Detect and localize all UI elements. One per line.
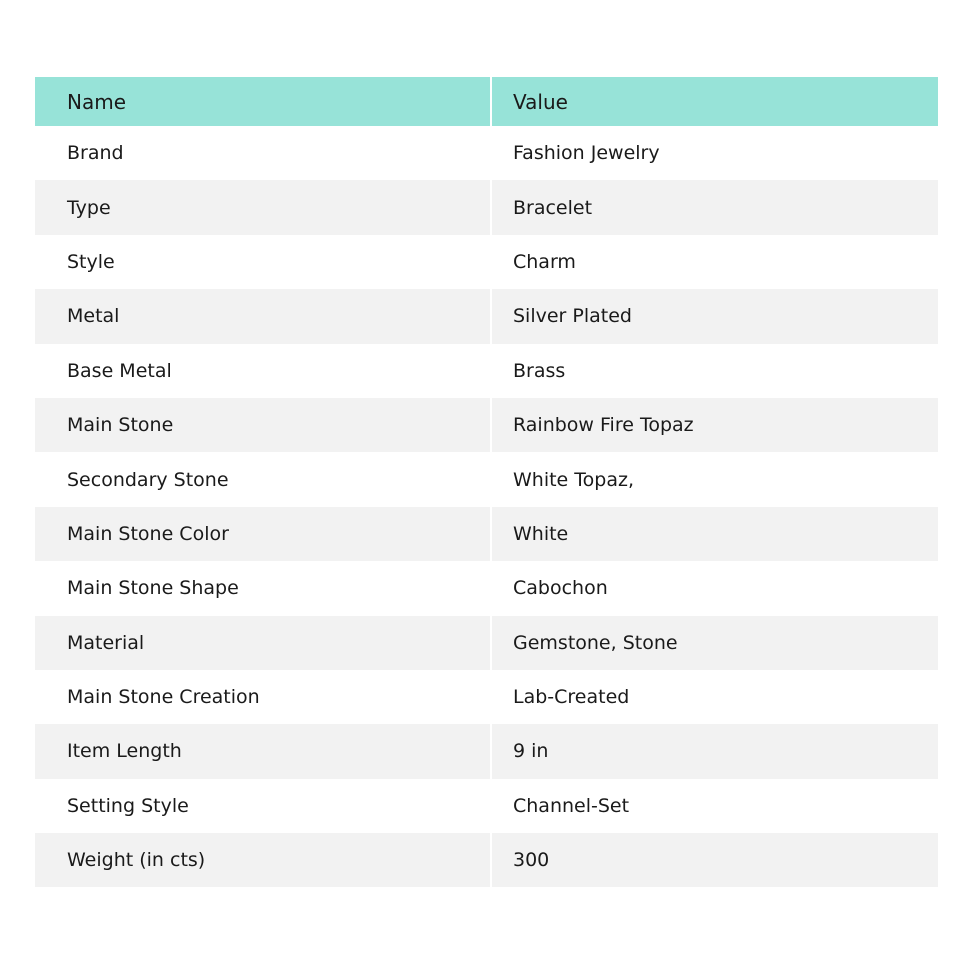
- row-name-cell: Brand: [67, 142, 124, 165]
- table-row: [35, 289, 938, 343]
- spec-table: [35, 77, 938, 887]
- table-row: [35, 235, 938, 289]
- row-name-cell: Main Stone Color: [67, 522, 229, 545]
- row-name-cell: Main Stone Shape: [67, 577, 239, 600]
- row-name-cell: Material: [67, 631, 145, 654]
- table-row: [35, 833, 938, 887]
- row-value-cell: 9 in: [490, 724, 938, 778]
- header-name: Name: [67, 89, 127, 114]
- row-value-cell: 300: [490, 833, 938, 887]
- table-row: [35, 126, 938, 180]
- table-row: [35, 561, 938, 615]
- table-row: [35, 616, 938, 670]
- row-value-cell: Cabochon: [490, 561, 938, 615]
- table-row: [35, 452, 938, 506]
- row-name-cell: Metal: [67, 305, 120, 328]
- table-row: [35, 344, 938, 398]
- table-row: [35, 507, 938, 561]
- table-header-row: [35, 77, 938, 126]
- row-value-cell: Gemstone, Stone: [490, 616, 938, 670]
- row-name-cell: Item Length: [67, 740, 182, 763]
- row-value-cell: Channel-Set: [490, 779, 938, 833]
- table-row: [35, 180, 938, 234]
- row-name-cell: Secondary Stone: [67, 468, 229, 491]
- row-name-cell: Main Stone Creation: [67, 686, 260, 709]
- row-name-cell: Type: [67, 196, 111, 219]
- row-value-cell: White: [490, 507, 938, 561]
- table-row: [35, 779, 938, 833]
- row-value-cell: White Topaz,: [490, 452, 938, 506]
- row-value-cell: Brass: [490, 344, 938, 398]
- row-value-cell: Fashion Jewelry: [490, 126, 938, 180]
- row-value-cell: Charm: [490, 235, 938, 289]
- row-value-cell: Silver Plated: [490, 289, 938, 343]
- row-name-cell: Base Metal: [67, 359, 172, 382]
- table-row: [35, 398, 938, 452]
- row-name-cell: Setting Style: [67, 794, 189, 817]
- row-name-cell: Main Stone: [67, 414, 174, 437]
- row-value-cell: Lab-Created: [490, 670, 938, 724]
- table-row: [35, 724, 938, 778]
- table-row: [35, 670, 938, 724]
- row-name-cell: Weight (in cts): [67, 849, 206, 872]
- row-value-cell: Rainbow Fire Topaz: [490, 398, 938, 452]
- table-body: [35, 126, 938, 887]
- row-name-cell: Style: [67, 250, 115, 273]
- row-value-cell: Bracelet: [490, 180, 938, 234]
- header-value: Value: [490, 77, 938, 126]
